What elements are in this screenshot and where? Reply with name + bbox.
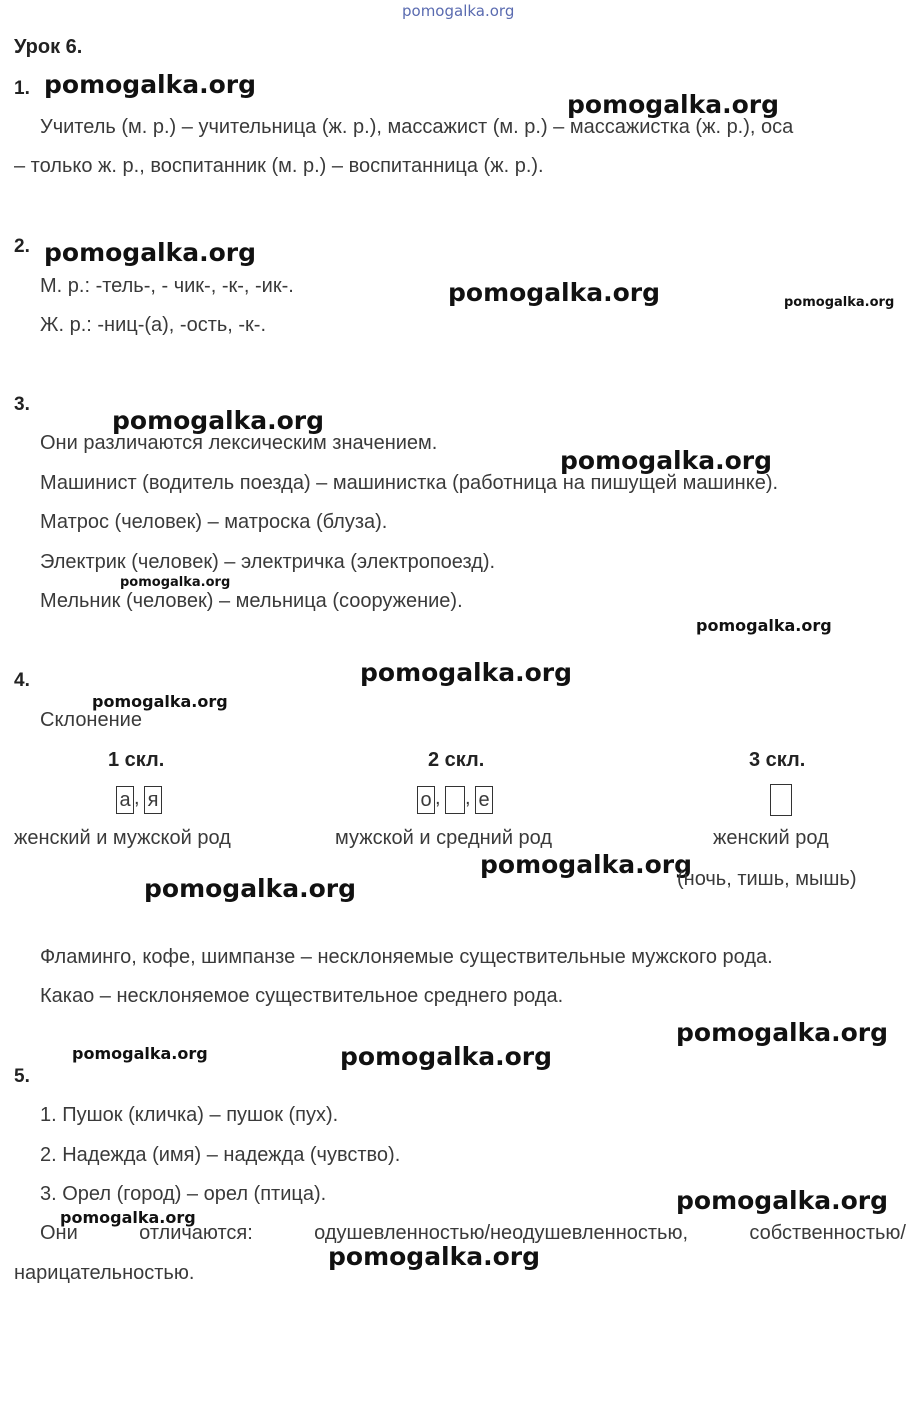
exercise-4-line-2: Какао – несклоняемое существительное среднего рода. bbox=[40, 985, 564, 1007]
watermark[interactable]: pomogalka.org bbox=[676, 1186, 889, 1215]
lesson-title: Урок 6. bbox=[14, 36, 83, 58]
watermark[interactable]: pomogalka.org bbox=[120, 575, 231, 590]
exercise-5-line-2: 2. Надежда (имя) – надежда (чувство). bbox=[40, 1144, 401, 1166]
declension-3-head: 3 скл. bbox=[749, 749, 806, 771]
watermark[interactable]: pomogalka.org bbox=[676, 1018, 889, 1047]
watermark[interactable]: pomogalka.org bbox=[480, 850, 693, 879]
exercise-3-line-2: Машинист (водитель поезда) – машинистка (работница на пишущей машинке). bbox=[40, 472, 779, 494]
exercise-3-number: 3. bbox=[14, 394, 30, 415]
ending-separator: , bbox=[435, 787, 441, 810]
exercise-3-line-5: Мельник (человек) – мельница (сооружение). bbox=[40, 590, 463, 612]
watermark[interactable]: pomogalka.org bbox=[784, 295, 895, 310]
exercise-4-number: 4. bbox=[14, 670, 30, 691]
declension-3-examples: (ночь, тишь, мышь) bbox=[677, 868, 857, 890]
declension-1-gender: женский и мужской род bbox=[14, 827, 231, 849]
watermark[interactable]: pomogalka.org bbox=[560, 446, 773, 475]
conclusion-word: Они bbox=[40, 1222, 78, 1244]
declension-3-endings bbox=[770, 784, 792, 816]
watermark[interactable]: pomogalka.org bbox=[44, 238, 257, 267]
exercise-2-line-1: М. р.: -тель-, - чик-, -к-, -ик-. bbox=[40, 275, 294, 297]
watermark-top[interactable]: pomogalka.org bbox=[402, 2, 515, 20]
declension-2-gender: мужской и средний род bbox=[335, 827, 553, 849]
watermark[interactable]: pomogalka.org bbox=[60, 1208, 196, 1227]
declension-2-endings bbox=[417, 786, 493, 814]
exercise-3-line-4: Электрик (человек) – электричка (электропоезд). bbox=[40, 551, 496, 573]
exercise-3-line-1: Они различаются лексическим значением. bbox=[40, 432, 438, 454]
ending-box: я bbox=[144, 786, 162, 814]
declension-label: Склонение bbox=[40, 709, 142, 731]
watermark[interactable]: pomogalka.org bbox=[340, 1042, 553, 1071]
watermark[interactable]: pomogalka.org bbox=[328, 1242, 541, 1271]
ending-box: е bbox=[475, 786, 493, 814]
ending-separator: , bbox=[134, 787, 140, 810]
ending-box: а bbox=[116, 786, 134, 814]
exercise-4-line-1: Фламинго, кофе, шимпанзе – несклоняемые существительные мужского рода. bbox=[40, 946, 773, 968]
declension-2-head: 2 скл. bbox=[428, 749, 485, 771]
conclusion-word: собственностью/ bbox=[749, 1222, 906, 1244]
declension-3-gender: женский род bbox=[713, 827, 829, 849]
exercise-2-number: 2. bbox=[14, 236, 30, 257]
conclusion-word: одушевленностью/неодушевленностью, bbox=[314, 1222, 688, 1244]
exercise-5-line-3: 3. Орел (город) – орел (птица). bbox=[40, 1183, 327, 1205]
exercise-5-conclusion-end: нарицательностью. bbox=[14, 1262, 195, 1284]
exercise-2-line-2: Ж. р.: -ниц-(а), -ость, -к-. bbox=[40, 314, 267, 336]
ending-separator: , bbox=[465, 787, 471, 810]
watermark[interactable]: pomogalka.org bbox=[44, 70, 257, 99]
watermark[interactable]: pomogalka.org bbox=[112, 406, 325, 435]
exercise-5-number: 5. bbox=[14, 1066, 30, 1087]
watermark[interactable]: pomogalka.org bbox=[92, 692, 228, 711]
declension-1-endings bbox=[116, 786, 162, 814]
watermark[interactable]: pomogalka.org bbox=[448, 278, 661, 307]
exercise-3-line-3: Матрос (человек) – матроска (блуза). bbox=[40, 511, 388, 533]
exercise-1-line-2: – только ж. р., воспитанник (м. р.) – воспитанница (ж. р.). bbox=[14, 155, 544, 177]
zero-ending-box bbox=[445, 786, 465, 814]
ending-box: о bbox=[417, 786, 435, 814]
exercise-1-number: 1. bbox=[14, 78, 30, 99]
watermark[interactable]: pomogalka.org bbox=[144, 874, 357, 903]
watermark[interactable]: pomogalka.org bbox=[696, 616, 832, 635]
declension-1-head: 1 скл. bbox=[108, 749, 165, 771]
zero-ending-box bbox=[770, 784, 792, 816]
exercise-5-line-1: 1. Пушок (кличка) – пушок (пух). bbox=[40, 1104, 339, 1126]
watermark[interactable]: pomogalka.org bbox=[72, 1044, 208, 1063]
watermark[interactable]: pomogalka.org bbox=[567, 90, 780, 119]
exercise-1-line-1: Учитель (м. р.) – учительница (ж. р.), массажист (м. р.) – массажистка (ж. р.), оса bbox=[40, 116, 794, 138]
watermark[interactable]: pomogalka.org bbox=[360, 658, 573, 687]
conclusion-word: отличаются: bbox=[139, 1222, 253, 1244]
